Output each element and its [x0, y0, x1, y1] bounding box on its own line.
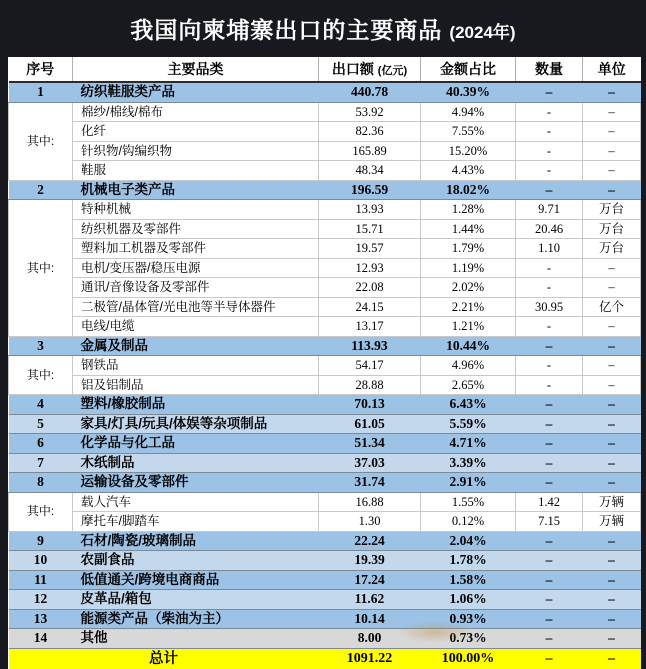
cell-export: 1.30 — [319, 512, 421, 532]
cell-qty: – — [516, 629, 583, 649]
cell-qty: – — [516, 609, 583, 629]
cell-share: 15.20% — [421, 141, 516, 161]
cell-export: 196.59 — [319, 180, 421, 200]
cell-export: 165.89 — [319, 141, 421, 161]
cell-no: 9 — [9, 531, 73, 551]
cell-category: 木纸制品 — [73, 453, 319, 473]
sub-row — [9, 161, 641, 181]
cell-share: 1.21% — [421, 317, 516, 337]
cell-qty: – — [516, 434, 583, 454]
sub-row — [9, 375, 641, 395]
cell-export: 54.17 — [319, 356, 421, 376]
cell-qty: 7.15 — [516, 512, 583, 532]
cell-qty: - — [516, 102, 583, 122]
cell-unit: – — [583, 551, 641, 571]
cell-no: 8 — [9, 473, 73, 493]
cell-category: 石材/陶瓷/玻璃制品 — [73, 531, 319, 551]
category-row — [9, 609, 641, 629]
cell-no: 11 — [9, 570, 73, 590]
cell-unit: – — [583, 531, 641, 551]
cell-qty: - — [516, 317, 583, 337]
cell-share: 10.44% — [421, 336, 516, 356]
sub-row — [9, 317, 641, 337]
cell-share: 1.55% — [421, 492, 516, 512]
cell-unit: – — [583, 473, 641, 493]
category-row — [9, 590, 641, 610]
cell-export: 19.39 — [319, 551, 421, 571]
cell-export: 8.00 — [319, 629, 421, 649]
cell-qty: - — [516, 375, 583, 395]
cell-no: 10 — [9, 551, 73, 571]
cell-unit: 万台 — [583, 239, 641, 259]
cell-export: 24.15 — [319, 297, 421, 317]
cell-unit: – — [583, 336, 641, 356]
cell-export: 51.34 — [319, 434, 421, 454]
cell-export: 28.88 — [319, 375, 421, 395]
sub-row — [9, 239, 641, 259]
cell-share: 0.73% — [421, 629, 516, 649]
cell-share: 2.21% — [421, 297, 516, 317]
cell-export: 16.88 — [319, 492, 421, 512]
title-bar — [0, 0, 646, 57]
header-row — [9, 57, 641, 82]
table-body — [9, 82, 641, 669]
cell-export: 61.05 — [319, 414, 421, 434]
cell-export: 31.74 — [319, 473, 421, 493]
cell-no: 14 — [9, 629, 73, 649]
sub-row — [9, 219, 641, 239]
export-table-wrap — [8, 57, 640, 667]
cell-category: 棉纱/棉线/棉布 — [73, 102, 319, 122]
cell-unit: – — [583, 609, 641, 629]
cell-qty: - — [516, 356, 583, 376]
category-row — [9, 180, 641, 200]
cell-share: 4.96% — [421, 356, 516, 376]
cell-category: 其他 — [73, 629, 319, 649]
cell-category: 家具/灯具/玩具/体娱等杂项制品 — [73, 414, 319, 434]
cell-export: 440.78 — [319, 82, 421, 102]
among-label: 其中: — [9, 200, 73, 337]
cell-export: 13.17 — [319, 317, 421, 337]
cell-qty: 1.10 — [516, 239, 583, 259]
cell-category: 特种机械 — [73, 200, 319, 220]
cell-share: 18.02% — [421, 180, 516, 200]
cell-unit: – — [583, 648, 641, 669]
cell-unit: – — [583, 161, 641, 181]
cell-no: 1 — [9, 82, 73, 102]
cell-qty: – — [516, 590, 583, 610]
sub-row — [9, 512, 641, 532]
cell-export: 13.93 — [319, 200, 421, 220]
cell-export: 70.13 — [319, 395, 421, 415]
cell-export: 11.62 — [319, 590, 421, 610]
cell-share: 1.58% — [421, 570, 516, 590]
cell-category: 运输设备及零部件 — [73, 473, 319, 493]
cell-share: 0.93% — [421, 609, 516, 629]
cell-no: 5 — [9, 414, 73, 434]
col-header-export — [319, 57, 421, 82]
cell-category: 钢铁品 — [73, 356, 319, 376]
cell-share: 2.91% — [421, 473, 516, 493]
cell-share: 1.79% — [421, 239, 516, 259]
col-header-qty: 数量 — [516, 57, 583, 82]
cell-share: 4.43% — [421, 161, 516, 181]
cell-category: 纺织鞋服类产品 — [73, 82, 319, 102]
cell-category: 化学品与化工品 — [73, 434, 319, 454]
cell-unit: – — [583, 278, 641, 298]
col-header-export-label: 出口额 — [331, 61, 374, 77]
cell-unit: – — [583, 629, 641, 649]
cell-category: 皮革品/箱包 — [73, 590, 319, 610]
cell-category: 电机/变压器/稳压电源 — [73, 258, 319, 278]
cell-export: 22.24 — [319, 531, 421, 551]
col-header-unit: 单位 — [583, 57, 641, 82]
cell-qty: – — [516, 551, 583, 571]
cell-category: 电线/电缆 — [73, 317, 319, 337]
cell-share: 40.39% — [421, 82, 516, 102]
cell-qty: 1.42 — [516, 492, 583, 512]
category-row — [9, 434, 641, 454]
sub-row — [9, 258, 641, 278]
cell-qty: – — [516, 180, 583, 200]
among-label: 其中: — [9, 356, 73, 395]
cell-unit: 万辆 — [583, 492, 641, 512]
cell-qty: – — [516, 395, 583, 415]
cell-share: 0.12% — [421, 512, 516, 532]
cell-unit: – — [583, 453, 641, 473]
export-table — [8, 57, 641, 669]
col-header-share: 金额占比 — [421, 57, 516, 82]
cell-unit: – — [583, 82, 641, 102]
cell-unit: – — [583, 590, 641, 610]
cell-qty: – — [516, 648, 583, 669]
category-row — [9, 570, 641, 590]
cell-share: 6.43% — [421, 395, 516, 415]
category-row — [9, 473, 641, 493]
cell-share: 1.44% — [421, 219, 516, 239]
cell-export: 17.24 — [319, 570, 421, 590]
cell-share: 5.59% — [421, 414, 516, 434]
cell-qty: – — [516, 82, 583, 102]
cell-qty: – — [516, 473, 583, 493]
cell-export: 22.08 — [319, 278, 421, 298]
category-row — [9, 336, 641, 356]
cell-qty: 20.46 — [516, 219, 583, 239]
cell-share: 100.00% — [421, 648, 516, 669]
cell-unit: 万辆 — [583, 512, 641, 532]
cell-share: 1.28% — [421, 200, 516, 220]
cell-share: 2.04% — [421, 531, 516, 551]
cell-qty: 9.71 — [516, 200, 583, 220]
cell-unit: – — [583, 434, 641, 454]
cell-export: 53.92 — [319, 102, 421, 122]
sub-row — [9, 122, 641, 142]
cell-unit: – — [583, 395, 641, 415]
category-row — [9, 453, 641, 473]
cell-qty: – — [516, 453, 583, 473]
cell-qty: - — [516, 141, 583, 161]
cell-category: 机械电子类产品 — [73, 180, 319, 200]
cell-unit: – — [583, 570, 641, 590]
cell-share: 7.55% — [421, 122, 516, 142]
cell-export: 113.93 — [319, 336, 421, 356]
cell-export: 10.14 — [319, 609, 421, 629]
category-row — [9, 551, 641, 571]
among-label: 其中: — [9, 102, 73, 180]
col-header-no: 序号 — [9, 57, 73, 82]
cell-category: 鞋服 — [73, 161, 319, 181]
cell-unit: – — [583, 141, 641, 161]
cell-share: 1.78% — [421, 551, 516, 571]
cell-category: 化纤 — [73, 122, 319, 142]
cell-export: 19.57 — [319, 239, 421, 259]
cell-export: 15.71 — [319, 219, 421, 239]
cell-unit: – — [583, 258, 641, 278]
cell-category: 塑料/橡胶制品 — [73, 395, 319, 415]
total-row — [9, 648, 641, 669]
col-header-category: 主要品类 — [73, 57, 319, 82]
page-title: 我国向柬埔寨出口的主要商品 — [130, 17, 443, 43]
cell-category: 通讯/音像设备及零部件 — [73, 278, 319, 298]
cell-share: 3.39% — [421, 453, 516, 473]
cell-qty: 30.95 — [516, 297, 583, 317]
sub-row — [9, 200, 641, 220]
cell-unit: 万台 — [583, 200, 641, 220]
cell-qty: – — [516, 570, 583, 590]
cell-no: 2 — [9, 180, 73, 200]
cell-share: 4.94% — [421, 102, 516, 122]
sub-row — [9, 278, 641, 298]
cell-unit: – — [583, 317, 641, 337]
cell-share: 1.19% — [421, 258, 516, 278]
sub-row — [9, 102, 641, 122]
cell-unit: – — [583, 102, 641, 122]
sub-row — [9, 297, 641, 317]
among-label: 其中: — [9, 492, 73, 531]
cell-category: 铝及铝制品 — [73, 375, 319, 395]
cell-export: 12.93 — [319, 258, 421, 278]
category-row — [9, 531, 641, 551]
cell-share: 2.02% — [421, 278, 516, 298]
cell-no: 6 — [9, 434, 73, 454]
cell-unit: – — [583, 356, 641, 376]
sub-row — [9, 356, 641, 376]
cell-category: 纺织机器及零部件 — [73, 219, 319, 239]
cell-category: 金属及制品 — [73, 336, 319, 356]
cell-category: 低值通关/跨境电商商品 — [73, 570, 319, 590]
cell-unit: – — [583, 180, 641, 200]
cell-qty: - — [516, 161, 583, 181]
cell-share: 2.65% — [421, 375, 516, 395]
category-row — [9, 82, 641, 102]
category-row — [9, 414, 641, 434]
sub-row — [9, 141, 641, 161]
cell-category: 摩托车/脚踏车 — [73, 512, 319, 532]
cell-unit: – — [583, 375, 641, 395]
cell-unit: 亿个 — [583, 297, 641, 317]
cell-qty: – — [516, 336, 583, 356]
cell-share: 4.71% — [421, 434, 516, 454]
cell-export: 82.36 — [319, 122, 421, 142]
cell-export: 48.34 — [319, 161, 421, 181]
cell-qty: – — [516, 531, 583, 551]
cell-qty: – — [516, 414, 583, 434]
cell-unit: – — [583, 122, 641, 142]
cell-unit: 万台 — [583, 219, 641, 239]
cell-no: 7 — [9, 453, 73, 473]
cell-no: 4 — [9, 395, 73, 415]
category-row — [9, 629, 641, 649]
sub-row — [9, 492, 641, 512]
cell-category: 针织物/钩编织物 — [73, 141, 319, 161]
cell-no: 3 — [9, 336, 73, 356]
cell-no: 12 — [9, 590, 73, 610]
cell-category: 农副食品 — [73, 551, 319, 571]
cell-category: 能源类产品（柴油为主） — [73, 609, 319, 629]
cell-qty: - — [516, 258, 583, 278]
cell-category: 载人汽车 — [73, 492, 319, 512]
cell-export: 37.03 — [319, 453, 421, 473]
cell-no: 13 — [9, 609, 73, 629]
cell-category: 二极管/晶体管/光电池等半导体器件 — [73, 297, 319, 317]
cell-category: 塑料加工机器及零部件 — [73, 239, 319, 259]
cell-share: 1.06% — [421, 590, 516, 610]
cell-unit: – — [583, 414, 641, 434]
cell-export: 1091.22 — [319, 648, 421, 669]
cell-qty: - — [516, 122, 583, 142]
total-label: 总计 — [9, 648, 319, 669]
cell-qty: - — [516, 278, 583, 298]
page-title-year: (2024年) — [449, 22, 516, 42]
col-header-export-unit: (亿元) — [377, 65, 408, 77]
category-row — [9, 395, 641, 415]
